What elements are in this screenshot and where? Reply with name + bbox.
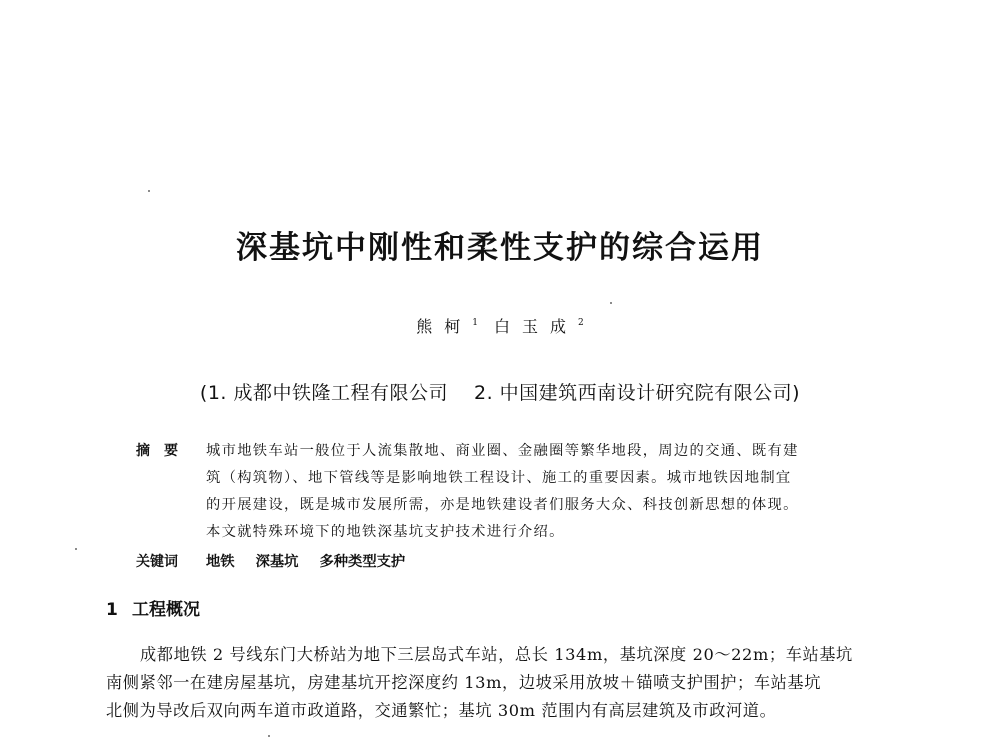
- keywords-label: 关键词: [136, 554, 178, 570]
- body-line: 北侧为导改后双向两车道市政道路，交通繁忙；基坑 30m 范围内有高层建筑及市政河道。: [106, 701, 777, 720]
- abstract-label: 摘要: [136, 443, 192, 459]
- keyword: 深基坑: [255, 554, 299, 570]
- author-affiliation-mark: 2: [578, 318, 584, 328]
- affiliation-line: [0, 378, 1000, 405]
- author-name: 熊柯: [416, 317, 473, 336]
- keyword: 地铁: [206, 554, 235, 570]
- abstract-line: 的开展建设，既是城市发展所需，亦是地铁建设者们服务大众、科技创新思想的体现。: [206, 497, 799, 513]
- body-line: 成都地铁 2 号线东门大桥站为地下三层岛式车站，总长 134m，基坑深度 20～22m；车站基坑: [140, 645, 853, 664]
- section-heading: [106, 595, 200, 620]
- paper-title: 深基坑中刚性和柔性支护的综合运用: [236, 230, 764, 266]
- author-name: 白玉成: [494, 317, 579, 336]
- affiliation-first: 1. 成都中铁隆工程有限公司: [207, 382, 448, 404]
- abstract-line: 本文就特殊环境下的地铁深基坑支护技术进行介绍。: [206, 524, 565, 540]
- author-line: [0, 314, 1000, 337]
- abstract-line: 筑（构筑物）、地下管线等是影响地铁工程设计、施工的重要因素。城市地铁因地制宜: [206, 470, 792, 486]
- affiliation-second: 2. 中国建筑西南设计研究院有限公司: [474, 382, 793, 404]
- section-title: 工程概况: [132, 600, 200, 620]
- affiliation-open-paren: (: [199, 382, 208, 404]
- scan-speck: [75, 548, 77, 550]
- abstract-line: 城市地铁车站一般位于人流集散地、商业圈、金融圈等繁华地段，周边的交通、既有建: [206, 443, 799, 459]
- scan-speck: [148, 190, 150, 192]
- body-line: 南侧紧邻一在建房屋基坑，房建基坑开挖深度约 13m，边坡采用放坡＋锚喷支护围护；车站基坑: [106, 673, 821, 692]
- keyword: 多种类型支护: [319, 554, 406, 570]
- scan-speck: [268, 735, 270, 737]
- author-affiliation-mark: 1: [472, 318, 478, 328]
- scan-speck: [610, 302, 612, 304]
- section-number: 1: [106, 600, 118, 620]
- keywords-list: [206, 551, 421, 571]
- affiliation-close-paren: ): [792, 382, 801, 404]
